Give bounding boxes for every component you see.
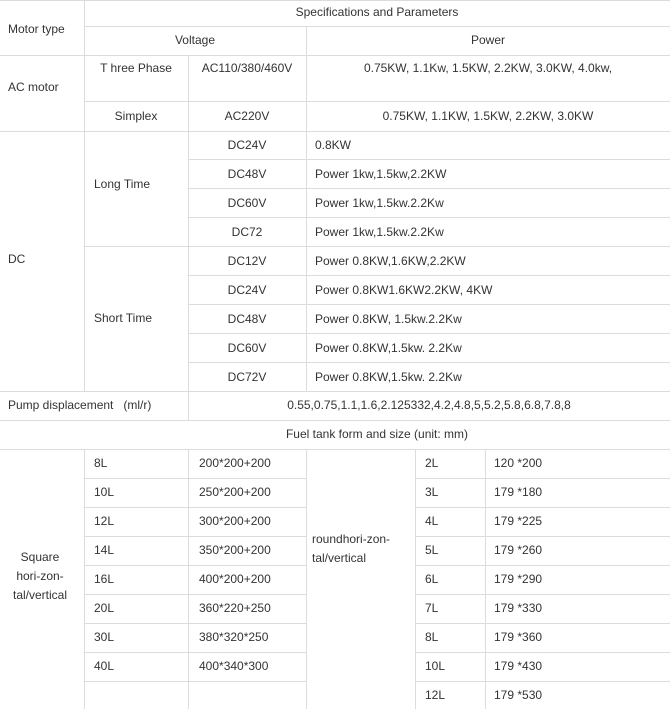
voltage-header: Voltage	[174, 33, 216, 47]
square-tank-label: Square hori-zon-tal/vertical	[12, 550, 68, 602]
square-size-cell: 360*220+250	[199, 601, 271, 615]
dc-power-cell: 0.8KW	[315, 138, 352, 152]
pump-displacement-label: Pump displacement (ml/r)	[8, 398, 152, 412]
spec-title: Specifications and Parameters	[295, 5, 459, 19]
round-size-cell: 179 *360	[494, 630, 543, 644]
dc-power-cell: Power 0.8KW,1.5kw. 2.2Kw	[315, 370, 462, 384]
dc-voltage-cell: DC60V	[227, 196, 267, 210]
dc-voltage-cell: DC48V	[227, 167, 267, 181]
square-volume-cell: 30L	[94, 630, 115, 644]
round-volume-cell: 5L	[425, 543, 439, 557]
round-size-cell: 179 *180	[494, 485, 543, 499]
dc-power-cell: Power 1kw,1.5kw,2.2KW	[315, 167, 447, 181]
square-volume-cell: 12L	[94, 514, 115, 528]
dc-power-cell: Power 0.8KW,1.6KW,2.2KW	[315, 254, 466, 268]
dc-power-cell: Power 1kw,1.5kw.2.2Kw	[315, 196, 444, 210]
round-size-cell: 179 *530	[494, 688, 543, 702]
long-time-label: Long Time	[94, 177, 151, 191]
round-volume-cell: 12L	[425, 688, 446, 702]
fuel-tank-title: Fuel tank form and size (unit: mm)	[285, 427, 469, 441]
square-volume-cell: 14L	[94, 543, 115, 557]
square-size-cell: 350*200+200	[199, 543, 271, 557]
dc-power-cell: Power 0.8KW1.6KW2.2KW, 4KW	[315, 283, 493, 297]
round-volume-cell: 4L	[425, 514, 439, 528]
dc-power-cell: Power 1kw,1.5kw.2.2Kw	[315, 225, 444, 239]
short-time-label: Short Time	[94, 311, 153, 325]
square-size-cell: 380*320*250	[199, 630, 269, 644]
dc-voltage-cell: DC72V	[227, 370, 267, 384]
square-volume-cell: 20L	[94, 601, 115, 615]
round-volume-cell: 3L	[425, 485, 439, 499]
dc-label: DC	[8, 252, 26, 266]
round-volume-cell: 7L	[425, 601, 439, 615]
dc-voltage-cell: DC60V	[227, 341, 267, 355]
dc-voltage-cell: DC72	[231, 225, 263, 239]
square-size-cell: 200*200+200	[199, 456, 271, 470]
square-volume-cell: 16L	[94, 572, 115, 586]
square-size-cell: 400*340*300	[199, 659, 269, 673]
pump-displacement-values: 0.55,0.75,1.1,1.6,2.125332,4.2,4.8,5,5.2,5.8,6.8,7.8,8	[287, 398, 571, 412]
round-volume-cell: 2L	[425, 456, 439, 470]
ac-voltage-cell: AC110/380/460V	[201, 61, 293, 75]
square-size-cell: 400*200+200	[199, 572, 271, 586]
round-volume-cell: 6L	[425, 572, 439, 586]
ac-motor-label: AC motor	[8, 80, 59, 94]
ac-phase-cell: Simplex	[114, 109, 158, 123]
dc-voltage-cell: DC48V	[227, 312, 267, 326]
ac-power-cell: 0.75KW, 1.1KW, 1.5KW, 2.2KW, 3.0KW	[382, 109, 594, 123]
square-volume-cell: 10L	[94, 485, 115, 499]
round-size-cell: 179 *260	[494, 543, 543, 557]
round-size-cell: 179 *290	[494, 572, 543, 586]
round-size-cell: 179 *330	[494, 601, 543, 615]
dc-voltage-cell: DC24V	[227, 138, 267, 152]
round-size-cell: 179 *430	[494, 659, 543, 673]
round-size-cell: 120 *200	[494, 456, 543, 470]
square-size-cell: 250*200+200	[199, 485, 271, 499]
ac-phase-cell: T hree Phase	[100, 61, 172, 75]
square-size-cell: 300*200+200	[199, 514, 271, 528]
dc-power-cell: Power 0.8KW,1.5kw. 2.2Kw	[315, 341, 462, 355]
ac-voltage-cell: AC220V	[224, 109, 270, 123]
dc-power-cell: Power 0.8KW, 1.5kw.2.2Kw	[315, 312, 462, 326]
square-volume-cell: 40L	[94, 659, 115, 673]
round-tank-label: roundhori-zon-tal/vertical	[312, 532, 391, 565]
power-header: Power	[470, 33, 505, 47]
motor-type-header: Motor type	[8, 22, 65, 36]
square-volume-cell: 8L	[94, 456, 108, 470]
round-volume-cell: 8L	[425, 630, 439, 644]
round-size-cell: 179 *225	[494, 514, 543, 528]
dc-voltage-cell: DC24V	[227, 283, 267, 297]
round-volume-cell: 10L	[425, 659, 446, 673]
ac-power-cell: 0.75KW, 1.1Kw, 1.5KW, 2.2KW, 3.0KW, 4.0kw,	[363, 61, 613, 75]
dc-voltage-cell: DC12V	[227, 254, 267, 268]
